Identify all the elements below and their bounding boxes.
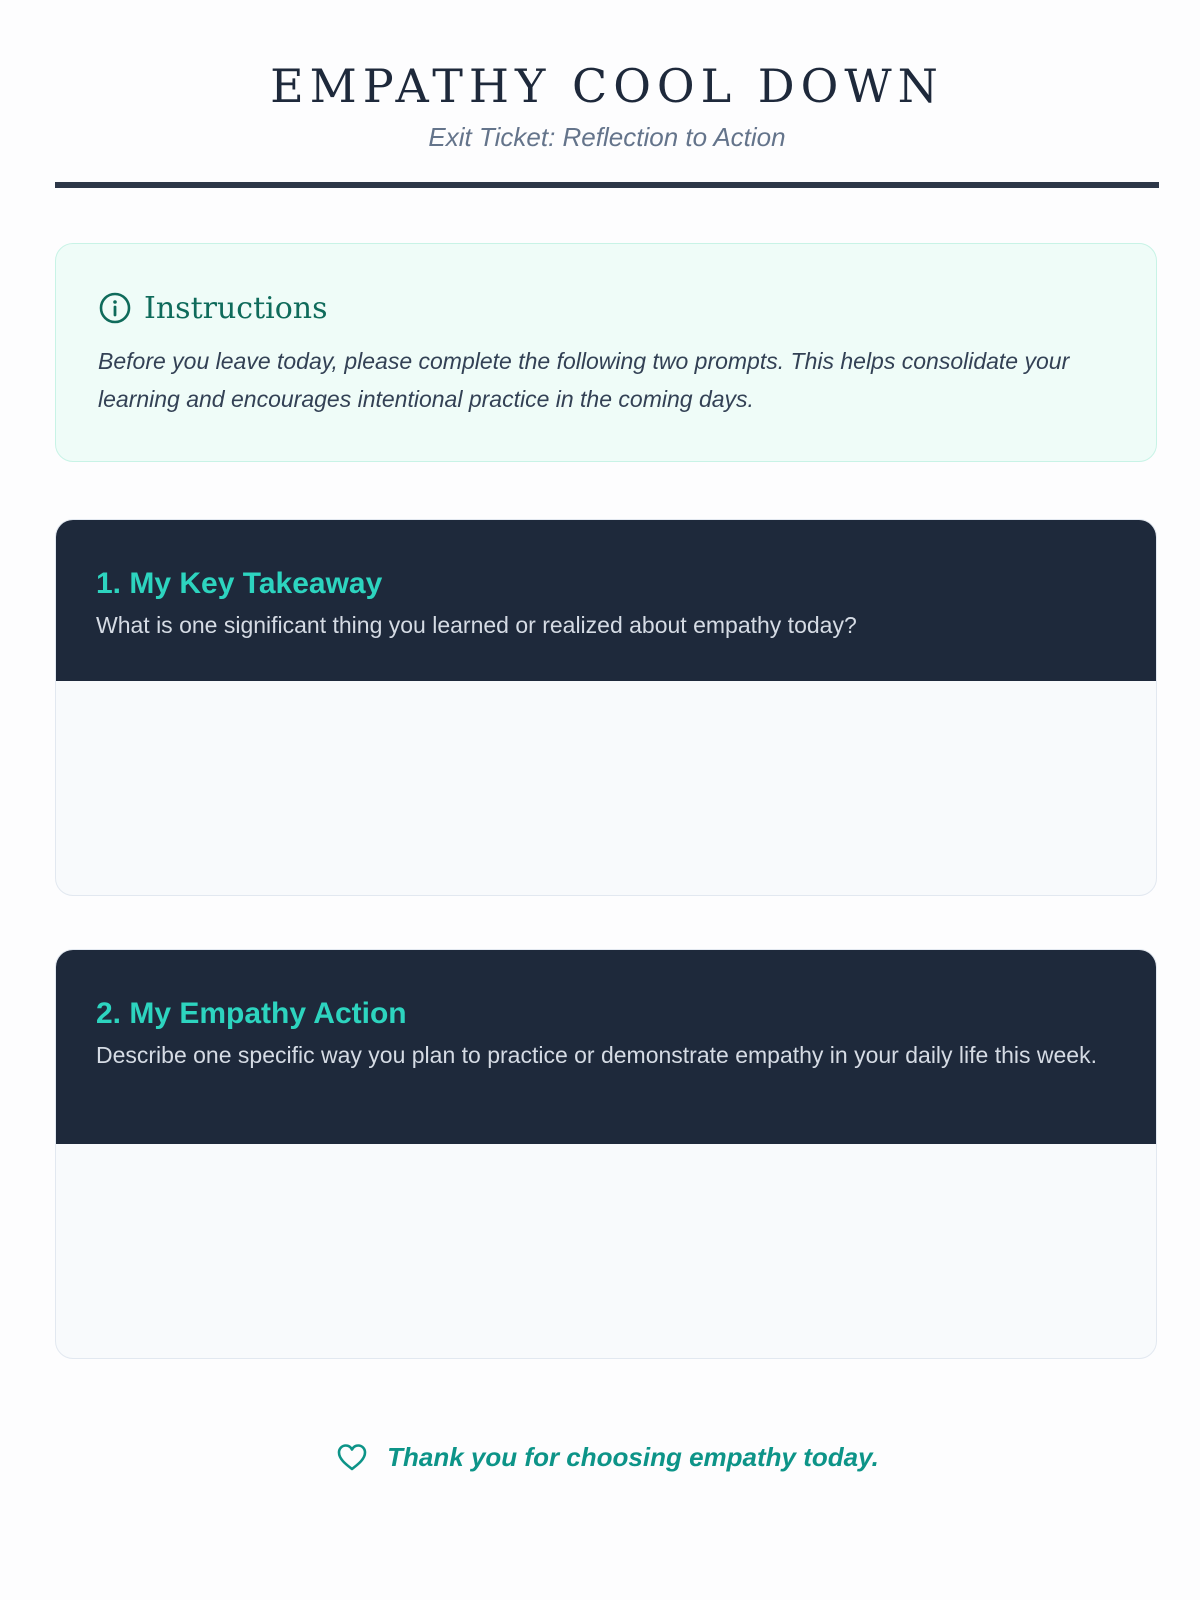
instructions-box: [55, 243, 1157, 462]
key-takeaway-answer-field[interactable]: [56, 681, 1156, 895]
page-title: EMPATHY COOL DOWN: [270, 59, 944, 113]
footer-text: Thank you for choosing empathy today.: [387, 1441, 879, 1472]
info-icon: [98, 291, 132, 325]
exit-ticket-page: [55, 0, 1159, 1472]
heart-icon: [335, 1440, 369, 1474]
prompt-title: 1. My Key Takeaway: [96, 567, 383, 600]
prompt-card-header: [56, 520, 1156, 681]
instructions-heading: [98, 288, 1114, 328]
prompt-question: Describe one specific way you plan to practice or demonstrate empathy in your daily life this week.: [96, 1042, 1097, 1068]
prompt-title: 2. My Empathy Action: [96, 997, 407, 1030]
header-divider: [55, 182, 1159, 188]
instructions-text: Before you leave today, please complete the following two prompts. This helps consolidate your learning and encourages intentional practice in the coming days.: [98, 348, 1070, 412]
prompt-question: What is one significant thing you learned or realized about empathy today?: [96, 612, 857, 638]
footer-message: [55, 1440, 1159, 1474]
page-subtitle: Exit Ticket: Reflection to Action: [428, 122, 786, 152]
page-header: [55, 0, 1159, 154]
prompt-card-key-takeaway: [55, 519, 1157, 896]
instructions-title: Instructions: [144, 290, 328, 326]
prompt-card-header: [56, 950, 1156, 1144]
empathy-action-answer-field[interactable]: [56, 1144, 1156, 1358]
prompt-card-empathy-action: [55, 949, 1157, 1359]
